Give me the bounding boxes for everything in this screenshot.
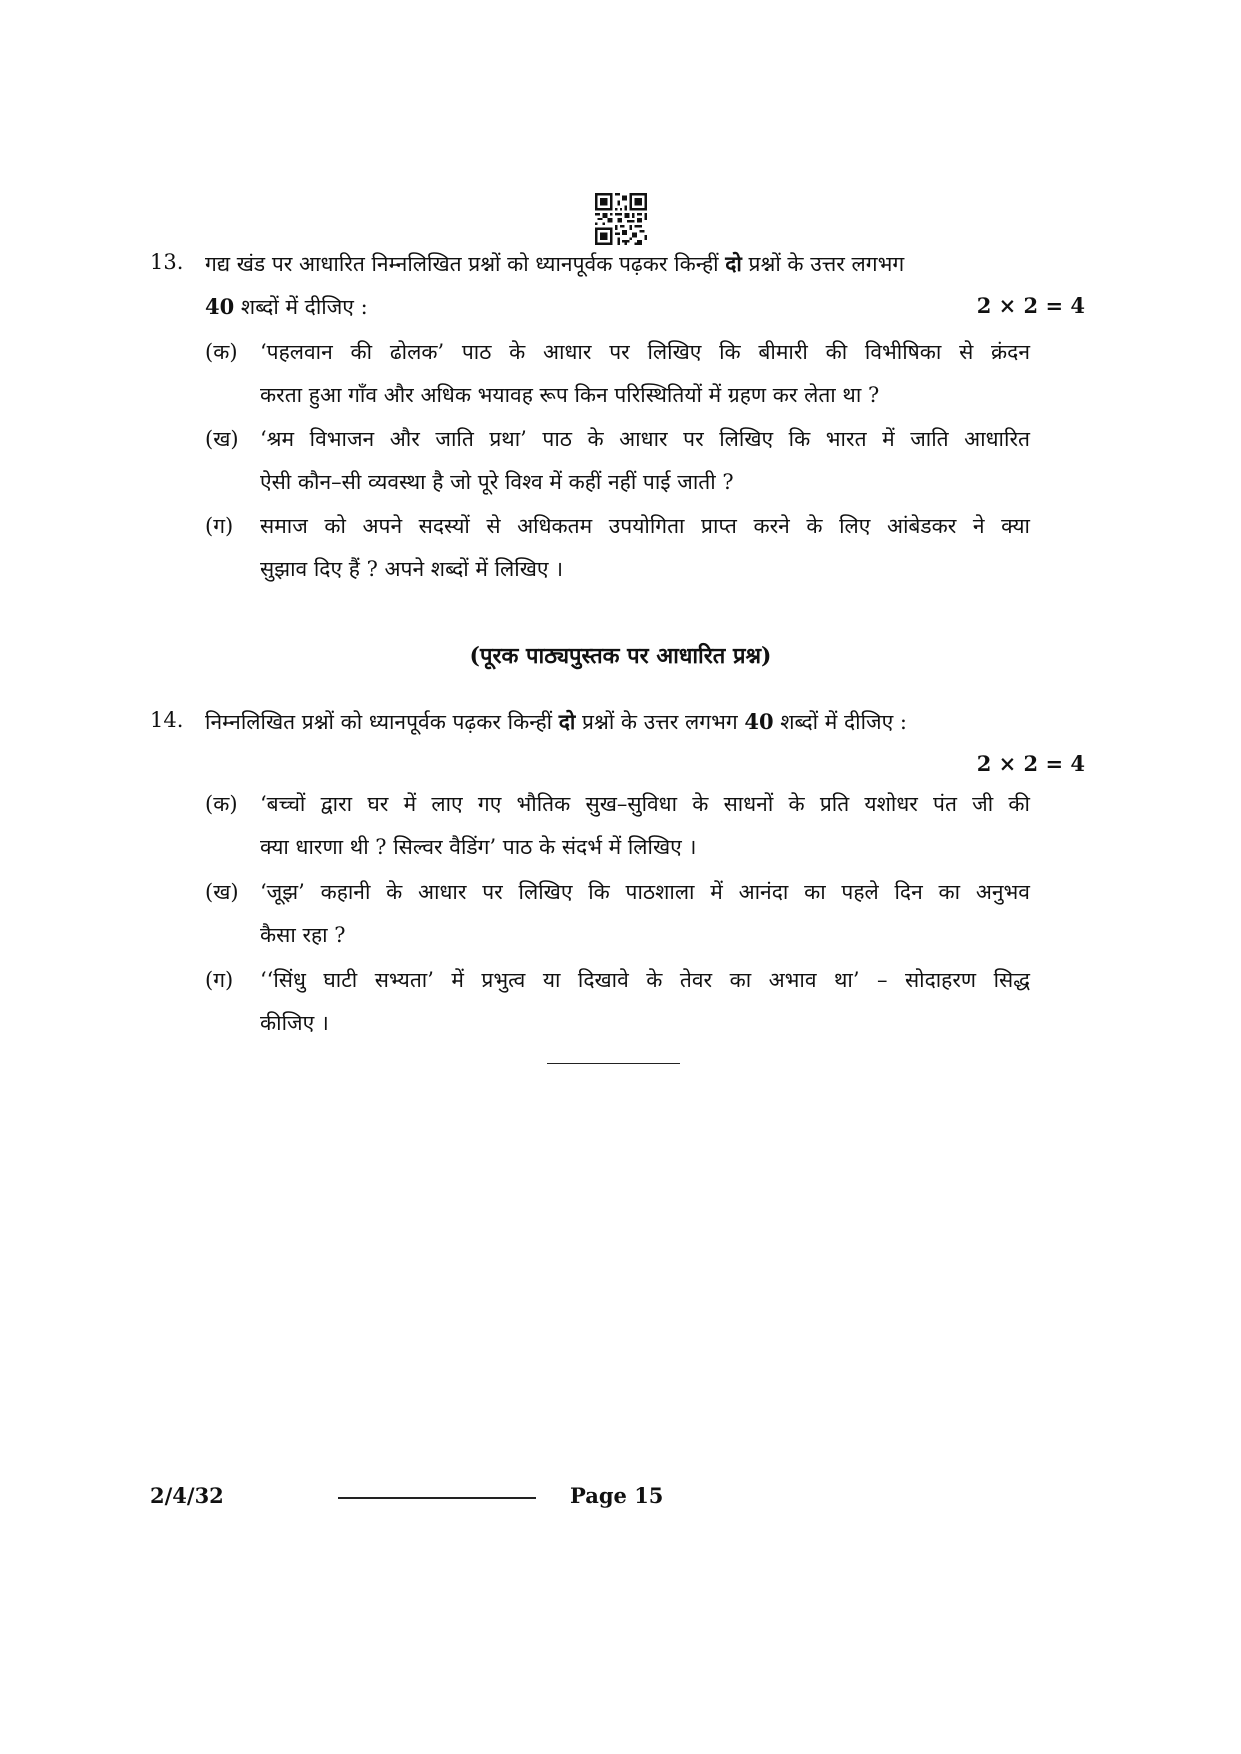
- sub-question-text-line-2: क्या धारणा थी ? सिल्वर वैडिंग’ पाठ के संदर्भ में लिखिए ।: [260, 835, 697, 859]
- question-14: [150, 708, 1085, 1048]
- footer-divider: [338, 1497, 536, 1499]
- question-13: [150, 250, 1085, 590]
- sub-question-text-line-1: ‘‘सिंधु घाटी सभ्यता’ में प्रभुत्व या दिखावे के तेवर का अभाव था’ – सोदाहरण सिद्ध: [260, 968, 1030, 992]
- sub-question-text-line-1: ‘श्रम विभाजन और जाति प्रथा’ पाठ के आधार पर लिखिए कि भारत में जाति आधारित: [260, 427, 1030, 451]
- sub-question-label: (ख): [205, 880, 239, 904]
- page-number: Page 15: [570, 1483, 664, 1508]
- sub-question-text-line-2: कीजिए ।: [260, 1011, 329, 1035]
- sub-question-text-line-2: ऐसी कौन–सी व्यवस्था है जो पूरे विश्व में कहीं नहीं पाई जाती ?: [260, 470, 734, 494]
- marks-allocation: 2 × 2 = 4: [976, 293, 1085, 318]
- sub-question-text-line-1: समाज को अपने सदस्यों से अधिकतम उपयोगिता प्राप्त करने के लिए आंबेडकर ने क्या: [260, 514, 1030, 538]
- sub-question-text-line-2: कैसा रहा ?: [260, 923, 346, 947]
- end-of-section-divider: [547, 1063, 680, 1064]
- question-prompt-line-2: 40 शब्दों में दीजिए :: [205, 294, 368, 319]
- qr-code-icon: [595, 193, 647, 245]
- section-heading: (पूरक पाठ्यपुस्तक पर आधारित प्रश्न): [469, 643, 772, 669]
- sub-question-label: (ग): [205, 514, 234, 538]
- paper-code: 2/4/32: [150, 1483, 224, 1508]
- question-prompt-line-1: निम्नलिखित प्रश्नों को ध्यानपूर्वक पढ़कर किन्हीं दो प्रश्नों के उत्तर लगभग 40 शब्दों में दीजिए :: [205, 709, 907, 734]
- sub-question-label: (ग): [205, 968, 234, 992]
- sub-question-label: (क): [205, 792, 238, 816]
- sub-question-text-line-1: ‘जूझ’ कहानी के आधार पर लिखिए कि पाठशाला में आनंदा का पहले दिन का अनुभव: [260, 880, 1030, 904]
- marks-allocation: 2 × 2 = 4: [976, 751, 1085, 776]
- sub-question-text-line-2: सुझाव दिए हैं ? अपने शब्दों में लिखिए ।: [260, 557, 564, 581]
- sub-question-text-line-1: ‘बच्चों द्वारा घर में लाए गए भौतिक सुख–सुविधा के साधनों के प्रति यशोधर पंत जी की: [260, 792, 1030, 816]
- sub-question-label: (ख): [205, 427, 239, 451]
- sub-question-text-line-1: ‘पहलवान की ढोलक’ पाठ के आधार पर लिखिए कि बीमारी की विभीषिका से क्रंदन: [260, 340, 1030, 364]
- question-prompt-line-1: गद्य खंड पर आधारित निम्नलिखित प्रश्नों को ध्यानपूर्वक पढ़कर किन्हीं दो प्रश्नों के उत्तर लगभग: [205, 251, 905, 276]
- question-number: 14.: [150, 708, 184, 732]
- sub-question-label: (क): [205, 340, 238, 364]
- sub-question-text-line-2: करता हुआ गाँव और अधिक भयावह रूप किन परिस्थितियों में ग्रहण कर लेता था ?: [260, 383, 880, 407]
- question-number: 13.: [150, 250, 184, 274]
